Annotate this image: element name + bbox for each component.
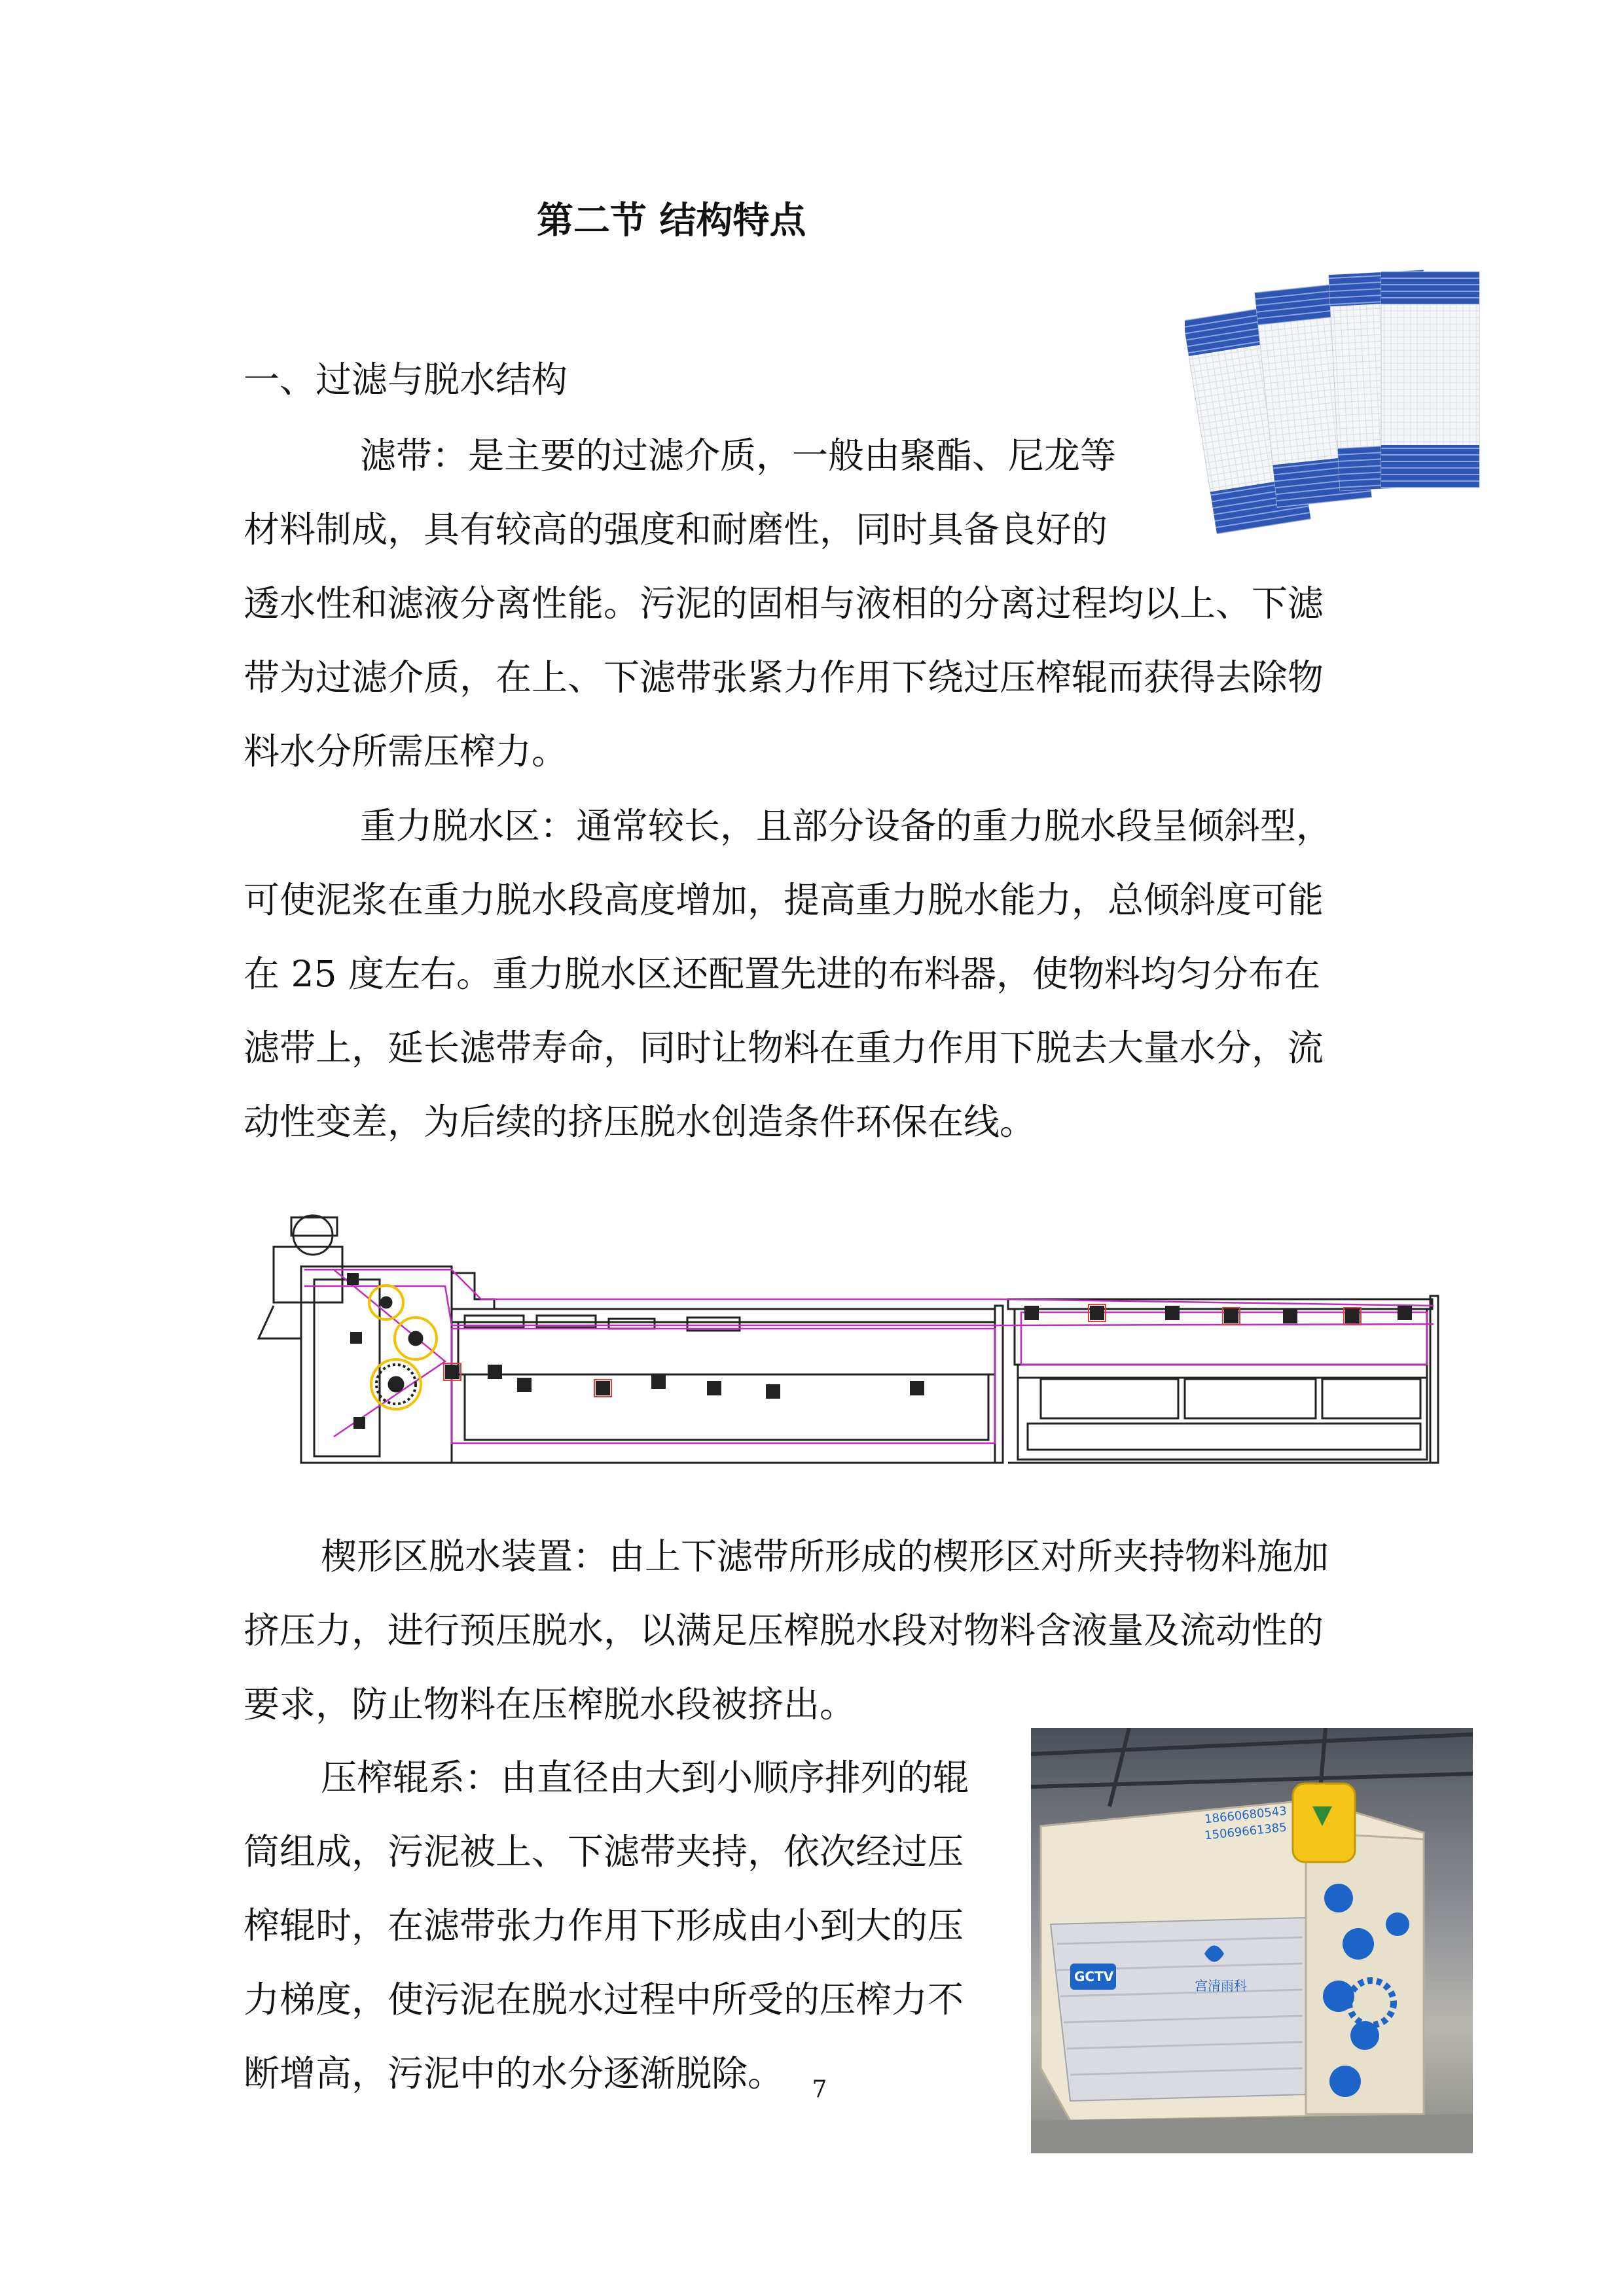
machine-brand-name: 宫清雨科	[1195, 1978, 1247, 1994]
machine-phone-1: 18660680543	[1204, 1804, 1288, 1827]
paragraph-gravity-zone	[244, 789, 1389, 1159]
text-line: 在 25 度左右。重力脱水区还配置先进的布料器，使物料均匀分布在	[244, 953, 1320, 995]
text-line: 滤带：是主要的过滤介质，一般由聚酯、尼龙等	[360, 435, 1117, 476]
machine-brand-logo: GCTV	[1074, 1969, 1114, 1984]
text-line: 重力脱水区：通常较长，且部分设备的重力脱水段呈倾斜型，	[360, 805, 1333, 847]
text-line: 压榨辊系：由直径由大到小顺序排列的辊	[321, 1757, 969, 1799]
belt-press-photo	[1031, 1728, 1473, 2153]
text-line: 要求，防止物料在压榨脱水段被挤出。	[244, 1683, 856, 1725]
page-title: 第二节 结构特点	[537, 200, 806, 242]
text-line: 力梯度，使污泥在脱水过程中所受的压榨力不	[244, 1979, 964, 2020]
section-heading: 一、过滤与脱水结构	[244, 359, 568, 401]
machine-phone-2: 15069661385	[1204, 1820, 1288, 1843]
belt-press-photo-drawing	[1031, 1728, 1473, 2153]
paragraph-filter-belt	[244, 419, 1389, 789]
page-number: 7	[812, 2076, 827, 2103]
text-line: 透水性和滤液分离性能。污泥的固相与液相的分离过程均以上、下滤	[244, 583, 1324, 624]
text-line: 带为过滤介质，在上、下滤带张紧力作用下绕过压榨辊而获得去除物	[244, 656, 1324, 698]
text-line: 滤带上，延长滤带寿命，同时让物料在重力作用下脱去大量水分，流	[244, 1027, 1324, 1069]
text-line: 动性变差，为后续的挤压脱水创造条件环保在线。	[244, 1101, 1036, 1143]
text-line: 挤压力，进行预压脱水，以满足压榨脱水段对物料含液量及流动性的	[244, 1609, 1324, 1651]
text-line: 可使泥浆在重力脱水段高度增加，提高重力脱水能力，总倾斜度可能	[244, 879, 1324, 921]
paragraph-wedge-zone	[244, 1520, 1389, 1742]
text-line: 料水分所需压榨力。	[244, 730, 568, 772]
text-line: 榨辊时，在滤带张力作用下形成由小到大的压	[244, 1905, 964, 1946]
paragraph-press-rollers	[244, 1741, 1016, 2111]
text-line: 断增高，污泥中的水分逐渐脱除。	[244, 2053, 784, 2094]
belt-press-diagram	[255, 1208, 1440, 1469]
text-line: 楔形区脱水装置：由上下滤带所形成的楔形区对所夹持物料施加	[321, 1535, 1329, 1577]
text-line: 筒组成，污泥被上、下滤带夹持，依次经过压	[244, 1831, 964, 1873]
text-line: 材料制成，具有较高的强度和耐磨性，同时具备良好的	[244, 509, 1108, 550]
